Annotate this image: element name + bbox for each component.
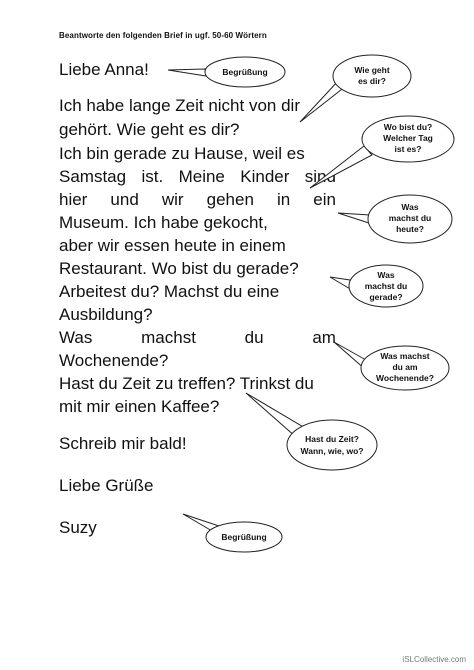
- bubble-wo-bist-text: Welcher Tag: [383, 133, 433, 143]
- bubble-gerade-text: Was: [377, 270, 395, 280]
- letter-word: du: [244, 328, 264, 347]
- letter-signature: Suzy: [59, 518, 97, 537]
- letter-line: mit mir einen Kaffee?: [59, 397, 220, 416]
- letter-line: Restaurant. Wo bist du gerade?: [59, 259, 299, 278]
- bubble-heute-text: machst du: [388, 213, 432, 223]
- letter-line: Ich habe lange Zeit nicht von dir: [59, 96, 300, 115]
- letter-line: gehört. Wie geht es dir?: [59, 120, 240, 139]
- bubble-wochenende-text: du am: [392, 362, 418, 372]
- letter-word: in: [276, 190, 291, 209]
- letter-word: wir: [161, 190, 184, 209]
- bubble-gerade-text: machst du: [364, 281, 408, 291]
- letter-word: sind: [304, 167, 336, 186]
- bubble-wochenende-text: Wochenende?: [376, 373, 434, 383]
- bubble-wo-bist-text: ist es?: [394, 144, 422, 154]
- bubble-greeting-top-text: Begrüßung: [222, 67, 268, 77]
- bubble-greeting-bottom-text: Begrüßung: [221, 532, 267, 542]
- letter-word: Kinder: [240, 167, 290, 186]
- bubble-wie-geht-text: es dir?: [358, 76, 386, 86]
- letter-line: Arbeitest du? Machst du eine: [59, 282, 280, 301]
- letter-word: ein: [313, 190, 336, 209]
- bubble-wochenende-text: Was machst: [380, 351, 430, 361]
- letter-word: hier: [59, 190, 88, 209]
- letter-line: aber wir essen heute in einem: [59, 236, 286, 255]
- letter-word: gehen: [206, 190, 254, 209]
- bubble-wie-geht-text: Wie geht: [354, 65, 390, 75]
- bubble-wo-bist: [310, 116, 454, 188]
- letter-closing: Liebe Grüße: [59, 476, 154, 495]
- letter-word: und: [110, 190, 139, 209]
- letter-word: Was: [59, 328, 93, 347]
- footer-watermark: iSLCollective.com: [402, 655, 466, 664]
- letter-word: Samstag: [59, 167, 127, 186]
- bubble-heute-text: heute?: [396, 224, 424, 234]
- instruction-heading: Beantworte den folgenden Brief in ugf. 50-60 Wörtern: [59, 31, 267, 40]
- letter-line: Hast du Zeit zu treffen? Trinkst du: [59, 374, 314, 393]
- bubble-wo-bist-text: Wo bist du?: [383, 122, 433, 132]
- bubble-zeit-text: Hast du Zeit?: [305, 434, 359, 444]
- letter-closing-request: Schreib mir bald!: [59, 434, 187, 453]
- letter-word: ist.: [141, 167, 164, 186]
- letter-word: machst: [141, 328, 196, 347]
- bubble-gerade-text: gerade?: [369, 292, 403, 302]
- letter-salutation: Liebe Anna!: [59, 60, 149, 79]
- bubble-heute-text: Was: [401, 202, 419, 212]
- letter-word: am: [312, 328, 336, 347]
- letter-line: Ausbildung?: [59, 305, 153, 324]
- letter-line: Museum. Ich habe gekocht,: [59, 213, 268, 232]
- bubble-zeit-text: Wann, wie, wo?: [300, 446, 364, 456]
- letter-line: Wochenende?: [59, 351, 169, 370]
- bubble-zeit: [246, 393, 377, 470]
- letter-line: Ich bin gerade zu Hause, weil es: [59, 144, 305, 163]
- letter-word: Meine: [178, 167, 225, 186]
